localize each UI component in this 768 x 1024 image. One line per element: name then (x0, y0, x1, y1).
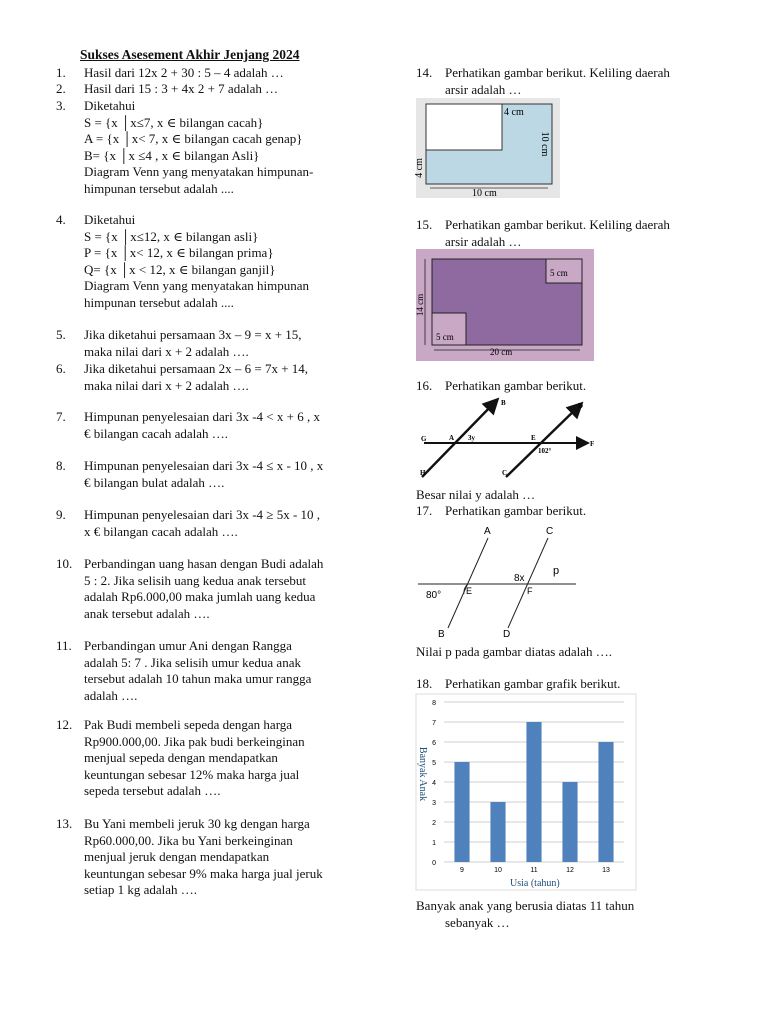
chart-xlabel: Usia (tahun) (510, 878, 560, 889)
question-number: 16. (416, 378, 433, 393)
question-line: himpunan tersebut adalah .... (84, 294, 234, 310)
label-A: A (449, 434, 455, 442)
question-line: Himpunan penyelesaian dari 3x -4 ≥ 5x - 10 , (84, 507, 321, 522)
label-top: 4 cm (504, 107, 524, 118)
label-G: G (421, 435, 427, 443)
chart-ytick-label: 4 (432, 780, 436, 787)
chart-ytick-label: 1 (432, 840, 436, 847)
label-3y: 3y (468, 434, 475, 442)
page-title: Sukses Asesement Akhir Jenjang 2024 (80, 47, 300, 62)
question-line: sepeda tersebut adalah …. (84, 783, 221, 799)
question-line: Perhatikan gambar berikut. (445, 503, 587, 518)
label-corner-bottom: 5 cm (436, 332, 454, 342)
question-line: Perhatikan gambar berikut. Keliling daerah (445, 65, 670, 80)
question-line: 5 : 2. Jika selisih uang kedua anak tersebut (84, 572, 307, 588)
question-number: 11. (56, 638, 72, 653)
chart-ytick-label: 7 (432, 720, 436, 727)
question-number: 10. (56, 556, 73, 571)
question-number: 3. (56, 98, 66, 113)
question-line: maka nilai dari x + 2 adalah …. (84, 343, 249, 359)
question-line: tersebut adalah 10 tahun maka umur rangga (84, 671, 312, 687)
chart-xtick-label: 12 (566, 867, 574, 874)
question-line: keuntungan sebesar 12% maka harga jual (84, 766, 300, 782)
question-number: 8. (56, 458, 66, 473)
label-D: D (503, 629, 511, 640)
question-number: 18. (416, 676, 433, 691)
figure-15-shaded-shape (416, 249, 594, 361)
question-line: S = {x │x≤12, x ∈ bilangan asli} (84, 228, 259, 244)
question-line: adalah 5: 7 . Jika selisih umur kedua anak (84, 654, 301, 670)
label-right: 10 cm (539, 131, 550, 157)
question-line: S = {x │x≤7, x ∈ bilangan cacah} (84, 114, 264, 130)
question-number: 6. (56, 361, 66, 376)
question-line: anak tersebut adalah …. (84, 605, 210, 621)
question-line: Perbandingan umur Ani dengan Rangga (84, 638, 292, 653)
question-number: 12. (56, 717, 73, 732)
chart-ytick-label: 3 (432, 800, 436, 807)
question-line: himpunan tersebut adalah .... (84, 180, 234, 196)
question-line: Diagram Venn yang menyatakan himpunan- (84, 164, 314, 180)
chart-ytick-label: 5 (432, 760, 436, 767)
label-E: E (466, 586, 473, 596)
label-p: p (553, 565, 560, 577)
label-B: B (501, 399, 506, 407)
label-angle: 102° (538, 447, 552, 455)
question-line: Q= {x │x < 12, x ∈ bilangan ganjil} (84, 261, 276, 277)
question-line: keuntungan sebesar 9% maka harga jual jeruk (84, 865, 323, 881)
question-line: Diketahui (84, 98, 136, 113)
question-17-answer-line: Nilai p pada gambar diatas adalah …. (416, 644, 613, 659)
question-line: Diagram Venn yang menyatakan himpunan (84, 278, 310, 294)
label-bottom: 10 cm (472, 188, 497, 199)
question-number: 9. (56, 507, 66, 522)
question-number: 15. (416, 217, 433, 232)
question-line: Rp60.000,00. Jika bu Yani berkeinginan (84, 832, 293, 848)
figure-18-bar-chart (416, 694, 636, 890)
chart-ytick-label: 8 (432, 700, 436, 707)
chart-xtick-label: 11 (530, 867, 538, 874)
question-line: B= {x │x ≤4 , x ∈ bilangan Asli} (84, 147, 260, 163)
question-line: setiap 1 kg adalah …. (84, 882, 197, 898)
question-line: Perbandingan uang hasan dengan Budi adalah (84, 556, 324, 571)
label-E: E (531, 434, 536, 442)
question-number: 4. (56, 212, 66, 227)
question-line: Bu Yani membeli jeruk 30 kg dengan harga (84, 816, 310, 831)
question-line: x € bilangan cacah adalah …. (84, 523, 238, 539)
question-line: Jika diketahui persamaan 2x – 6 = 7x + 14, (84, 361, 309, 376)
question-line: menjual sepeda dengan mendapatkan (84, 750, 278, 766)
chart-xtick-label: 10 (494, 867, 502, 874)
question-number: 7. (56, 409, 66, 424)
question-number: 2. (56, 81, 66, 96)
label-left: 14 cm (415, 293, 425, 317)
chart-bar-10 (490, 802, 505, 862)
chart-bar-9 (454, 762, 469, 862)
question-line: menjual jeruk dengan mendapatkan (84, 849, 270, 865)
answer-line: sebanyak … (445, 914, 510, 930)
label-A: A (484, 526, 491, 537)
question-line: Himpunan penyelesaian dari 3x -4 < x + 6 , x (84, 409, 320, 424)
label-8x: 8x (514, 573, 525, 584)
question-line: adalah …. (84, 687, 138, 703)
label-B: B (438, 629, 445, 640)
label-bottom: 20 cm (490, 347, 513, 357)
label-D: D (578, 402, 584, 410)
question-line: Pak Budi membeli sepeda dengan harga (84, 717, 293, 732)
chart-ytick-label: 2 (432, 820, 436, 827)
figure-17-parallel-lines (416, 522, 596, 642)
label-C: C (546, 526, 554, 537)
chart-bar-11 (526, 722, 541, 862)
question-number: 13. (56, 816, 73, 831)
chart-xtick-label: 13 (602, 867, 610, 874)
question-number: 5. (56, 327, 66, 342)
question-line: € bilangan bulat adalah …. (84, 474, 225, 490)
chart-xtick-label: 9 (460, 867, 464, 874)
label-F: F (590, 440, 595, 448)
question-line: Rp900.000,00. Jika pak budi berkeinginan (84, 733, 305, 749)
question-line: P = {x │x< 12, x ∈ bilangan prima} (84, 245, 274, 261)
question-line: Hasil dari 15 : 3 + 4x 2 + 7 adalah … (84, 81, 279, 96)
question-line: Hasil dari 12x 2 + 30 : 5 – 4 adalah … (84, 65, 284, 80)
question-line: arsir adalah … (445, 233, 522, 249)
chart-ylabel: Banyak Anak (417, 746, 428, 802)
label-C: C (502, 469, 508, 477)
question-number: 17. (416, 503, 433, 518)
answer-line: Banyak anak yang berusia diatas 11 tahun (416, 898, 635, 913)
question-line: Diketahui (84, 212, 136, 227)
label-F: F (527, 586, 533, 596)
label-H: H (420, 469, 426, 477)
label-left: 4 cm (414, 158, 425, 178)
question-line: Perhatikan gambar berikut. (445, 378, 587, 393)
label-80deg: 80° (426, 590, 442, 601)
question-line: Himpunan penyelesaian dari 3x -4 ≤ x - 10 , x (84, 458, 324, 473)
question-16-answer-line: Besar nilai y adalah … (416, 487, 536, 502)
question-number: 14. (416, 65, 433, 80)
question-line: A = {x │x< 7, x ∈ bilangan cacah genap} (84, 131, 303, 147)
question-line: Perhatikan gambar grafik berikut. (445, 676, 621, 691)
question-number: 1. (56, 65, 66, 80)
chart-bar-12 (562, 782, 577, 862)
question-line: maka nilai dari x + 2 adalah …. (84, 377, 249, 393)
label-corner-top: 5 cm (550, 268, 568, 278)
figure-16-parallel-lines (416, 397, 600, 481)
question-line: adalah Rp6.000,00 maka jumlah uang kedua (84, 589, 316, 605)
question-line: Jika diketahui persamaan 3x – 9 = x + 15, (84, 327, 302, 342)
question-18-answer (416, 898, 634, 931)
chart-bar-13 (598, 742, 613, 862)
question-line: € bilangan cacah adalah …. (84, 425, 229, 441)
question-line: Perhatikan gambar berikut. Keliling daerah (445, 217, 670, 232)
chart-ytick-label: 0 (432, 860, 436, 867)
figure-14-shaded-shape (416, 98, 560, 198)
chart-ytick-label: 6 (432, 740, 436, 747)
question-line: arsir adalah … (445, 81, 522, 97)
